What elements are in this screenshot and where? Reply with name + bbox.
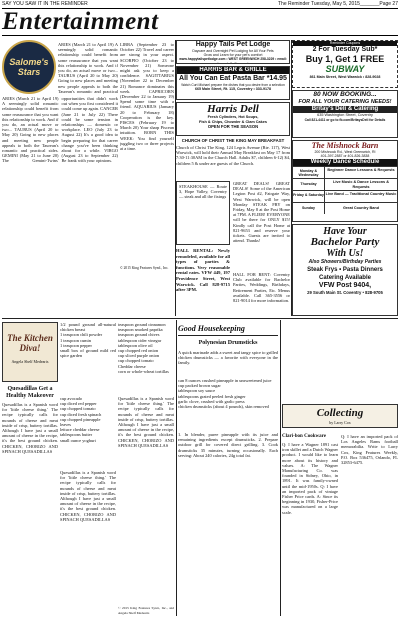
ingredient: 1 teaspoon cumin — [60, 337, 91, 343]
gh-recipe-title: Polynesian Drumsticks — [198, 340, 258, 346]
column-rule — [291, 40, 292, 316]
kitchen-body: Quesadillas is a Spanish word for 'little cheese thing.' The recipe typically calls for mounds of cheese and meat inside of crisp, buttery tortillas. Although I have just a small amount of cheese in the recipe, it's the best ground chicken. CHICKEN, CHORIZO AND SPINACH QUESADILLAS — [2, 402, 58, 454]
ingredient: garlic clove, crushed with garlic press — [178, 398, 245, 404]
kitchen-author: Angela Shelf Medearis — [11, 359, 49, 364]
ingredient: cup chopped red onion — [118, 348, 159, 354]
britays-sub: FOR ALL YOUR CATERING NEEDS! — [298, 99, 392, 105]
salome-column: ARIES (March 21 to April 19) A seemingly solid romantic relationship could benefit from some reassurance that you want this relationship to work. And if you do, an actual move or two... TAURUS (April 20 to May 20) Going to new places and meeting new people appeals to both the Taurean's romantic and practical sides. GEMINI (May 21 to June 20) The Gemini-Twins' opportunities that didn't work out when you first considered it could come up again. CANCER (June 21 to July 22) There could be some tension in relationships — domestic or workplace. LEO (July 23 to August 22) It's a good idea to begin preparing for that career change you've been thinking about for a while. VIRGO (August 23 to September 22) Be frank with your opinions. — [2, 96, 118, 164]
ingredient: 1 teaspoon pepper — [60, 342, 92, 348]
ingredient: can 8 ounces crushed pineapple in unsweetened juice — [178, 378, 272, 383]
ingredient: 1/2 pound ground all-natural chicken breast — [60, 322, 116, 333]
gh-ingredients — [178, 378, 278, 430]
ingredient: teaspoon ground chives — [118, 332, 160, 338]
britays-head: 80 NOW BOOKING... — [313, 91, 377, 98]
britays-address: 635 Washington Street, Coventry — [317, 113, 373, 117]
ingredient: chicken drumsticks (about 4 pounds), skin removed — [178, 404, 269, 410]
column-rule — [176, 320, 177, 616]
running-header — [2, 1, 398, 7]
harris-title: HARRIS BAR & GRILLE — [177, 67, 289, 74]
salome-copyright: © 2015 King Features Synd., Inc. — [120, 266, 169, 270]
happy-tails-line: Daycare and Overnight Pet Lodging for All Your Pets — [192, 49, 274, 53]
bachelor-l8: 29 South Main St. Coventry • 828-9705 — [307, 290, 383, 295]
collecting-author: by Larry Cox — [329, 420, 351, 425]
gh-rule — [178, 335, 278, 336]
coupon-header: Reminder Coupons — [293, 41, 397, 46]
happy-tails-title: Happy Tails Pet Lodge — [195, 41, 271, 48]
mishnock-day: Thursday — [293, 179, 325, 190]
ad-harris-bar — [176, 66, 290, 100]
ingredient: corn or whole-wheat tortillas — [118, 368, 169, 374]
ingredient: tablespoon cider vinegar — [118, 337, 162, 343]
harris-dell-open: OPEN FOR THE SEASON — [207, 124, 259, 130]
kitchen-diva-logo — [2, 322, 58, 382]
ingredient: Cheddar cheese — [118, 363, 146, 369]
header-left: SAY YOU SAW IT IN THE REMINDER — [2, 1, 88, 7]
salome-stars-logo — [2, 40, 56, 94]
britays-phone: Call 821-4411 or go to fb.com/BritaysDeli for Details — [304, 118, 386, 122]
bachelor-l2: Bachelor Party — [310, 236, 380, 248]
mishnock-address: 200 Mishnock Rd., West Greenwich, RI — [314, 150, 376, 154]
harris-dell-line: Fish & Chips, Chowder & Clam Cakes — [199, 119, 267, 124]
steakhouse-box — [176, 181, 230, 245]
happy-tails-line: Grow and Learn for your pet's comfort — [203, 53, 263, 58]
header-right: The Reminder Tuesday, May 5, 2015_______Page 27 — [278, 1, 398, 7]
kitchen-copyright: © 2015 King Features Synd., Inc., and Angela Shelf Medearis — [118, 606, 174, 616]
kitchen-headline: Quesadillas Get a Healthy Makeover — [6, 386, 54, 399]
ingredient: small ounce yoghurt — [60, 437, 96, 443]
church-body: Church of Christ The King, 124 Legris Avenue (Rte. 117), West Warwick, will hold their Annual May Breakfast on May 17 from 7:30-11:30AM in the Church Hall. Adults $7, children 6-12) $4, children 5 & under are guests of the Church. — [176, 145, 290, 166]
section-title-bar — [2, 8, 398, 36]
mishnock-name: The Mishnock Barn — [311, 141, 379, 150]
mishnock-phone: 401-397-2887 or 401-826-3838 — [320, 154, 370, 159]
ingredient: small box of ground mild red spice garden — [60, 348, 116, 359]
ingredient: cup chopped pineapple — [60, 416, 101, 422]
ingredient: cup sliced purple onion — [118, 353, 160, 359]
church-title: CHURCH OF CHRIST THE KING MAY BREAKFAST — [181, 138, 285, 143]
column-rule — [175, 40, 176, 316]
bachelor-l7: VFW Post 9404, — [318, 282, 372, 289]
ingredient: cup packed brown sugar — [178, 383, 221, 389]
ingredient: tablespoons butter — [60, 432, 93, 438]
kitchen-ingredients-2 — [118, 322, 174, 392]
collecting-headline: Clari-bon Cookware — [282, 434, 326, 439]
ingredient: lettuce cheddar cheese — [60, 427, 100, 433]
subway-address: 861 Main Street, West Warwick • 828-9028 — [309, 75, 381, 79]
ad-britays-deli — [292, 90, 398, 138]
happy-tails-contact: www.happytailspetlodge.com • WEST GREENWICH 258-3229 • email: happytails@cox.net — [179, 57, 287, 64]
mishnock-event: Great Country Band — [342, 206, 380, 211]
ingredient: cup chopped tomato — [60, 406, 96, 412]
section-title: Entertainment — [2, 8, 159, 35]
mishnock-schedule-title: Weekly Dance Schedule — [293, 159, 397, 166]
bachelor-l3: With Us! — [326, 248, 364, 259]
mishnock-day: Sunday — [293, 203, 325, 214]
collecting-body: Q: I have a Wagner 1891 cast iron skillet and a Dutch Wagner product. I would like to learn more about its history and values. A: The Wagner Manufacturing Co. was founded in Sidney, Ohio, in 1891. It was family-owned until the mid-1950s. Q: I have an imported pack of vintage Fisher Price cards. A: Since its beginning in 1930, Fisher-Price was manufactured on a large scale. — [282, 442, 338, 515]
hall-for-rent: HALL FOR RENT: Coventry Club available for Bachelor Parties, Weddings, Birthdays, Retirement Parties, Etc. Menus available. Call 365-3556 or 821-9014 for more information. — [233, 272, 290, 304]
bachelor-l1: Have Your — [323, 226, 367, 237]
britays-name: Britay's Deli & Catering — [293, 106, 397, 113]
ad-subway-coupon — [292, 40, 398, 88]
ingredient: cup chopped tomato — [118, 358, 154, 364]
bachelor-l4: Also Showers/Birthday Parties — [308, 259, 382, 265]
collecting-body-2: Q: I have an imported pack of Los Angeles Rams football memorabilia. Write to Larry Cox, King Features Weekly, P.O. Box 536475, Orlando, FL 32853-6475. — [341, 434, 398, 466]
harris-dell-line: Fresh Cylinders, Hot Soups, — [207, 115, 259, 119]
mishnock-row — [293, 190, 397, 202]
steakhouse-text: STEAKHOUSE — Route 3, Hope Valley, Coventry — steak and all the fixings — [179, 184, 227, 200]
ingredient: tablespoon olive oil — [118, 342, 153, 348]
subway-offer-2: Buy 1, Get 1 FREE — [305, 54, 385, 64]
gh-title: Good Housekeeping — [178, 324, 245, 333]
gh-intro: A quick marinade adds a sweet and tangy spice to grilled chicken drumsticks — a favorite with everyone in the family. — [178, 350, 278, 366]
kitchen-ingredients-1 — [60, 322, 116, 392]
salome-aries-text: ARIES (March 21 to April 19) A seemingly solid romantic relationship could benefit from some reassurance that you want this relationship to work. And if you do, an actual move or two... TAURUS (April 20 to May 20) Going to new places and meeting new people appeals to both the Taurean's romantic and practical — [58, 42, 118, 94]
kitchen-directions: Quesadillas is a Spanish word for 'little cheese thing.' The recipe typically calls for mounds of cheese and meat inside of crisp, buttery tortillas. Although I have just a small amount of cheese in the recipe, it's the best ground chicken. CHICKEN, CHORIZO AND SPINACH QUESADILLAS — [60, 470, 116, 522]
gh-directions: 1. In blender, puree pineapple with its juice and remaining ingredients except drumsticks. 2. Prepare outdoor grill for covered direct grilling. 3. Cook drumsticks 35 minutes, turning occasionally. Each serving: About 240 calories, 24g total fat. — [178, 432, 278, 458]
ingredient: tablespoon soy sauce — [178, 388, 216, 394]
mishnock-row — [293, 178, 397, 190]
mishnock-event: Live Music & Dance Lessons & Requests — [333, 180, 389, 189]
ingredient: 1 teaspoon chili powder — [60, 332, 103, 338]
bachelor-l6: Catering Available — [319, 275, 371, 281]
collecting-title: Collecting — [316, 407, 364, 419]
salome-title: Salome's Stars — [9, 57, 49, 77]
ingredient: teaspoon smoked paprika — [118, 327, 163, 333]
ingredient: cup avocado — [60, 396, 83, 401]
harris-address: 665 Main Street, Rt. 115, Coventry • 333-9178 — [195, 87, 271, 91]
great-deals: GREAT DEALS! GREAT DEALS! Some of the American Legion Post #2, Fairgate Way, West Warwick, will be open Monday STEAK FRY on Friday, May 8 at the Post Home at 7PM. A FLIER! EVERYONE will be there for ONLY $15! Kindly call the Post Home at 821-9653 and reserve your tickets. Guests are invited to attend. Thanks! — [233, 181, 290, 244]
ingredient: cup diced red pepper — [60, 401, 97, 407]
ad-mishnock-barn — [292, 140, 398, 222]
mishnock-row — [293, 166, 397, 178]
harris-dell-title: Harris Dell — [207, 103, 259, 115]
ad-harris-dell — [176, 102, 290, 136]
mishnock-day: Friday & Saturday — [293, 191, 325, 202]
mishnock-event: Live Band — Traditional Country Music — [325, 192, 397, 197]
salome-column-2: LIBRA (September 23 to October 22) Travel and career are strong in your aspect. SCORPIO (October 23 to November 21) Someone might ask you to keep a confidence. SAGITTARIUS (November 22 to December 21) Romance dominates this week. CAPRICORN (December 22 to January 19) Spend some time with a friend. AQUARIUS (January 20 to February 18) Cooperation is the key. PISCES (February 19 to March 20) Your sharp Piscean intuition. BORN THIS WEEK: You find yourself juggling two or three projects at a time. — [120, 42, 174, 152]
collecting-logo — [282, 404, 398, 428]
ad-bachelor-party — [292, 224, 398, 316]
mishnock-row — [293, 202, 397, 214]
bachelor-l5: Steak Frys • Pasta Dinners — [307, 267, 383, 273]
kitchen-ingredients-3 — [60, 396, 116, 466]
section-divider — [2, 318, 398, 319]
ingredient: leaves — [60, 422, 71, 428]
hall-rental: HALL RENTAL: Newly remodeled, available for all types of parties & functions. Very reasonable rental rates. VFW 449, 197 Providence Street, West Warwick. Call 828-9715 after 3PM. — [176, 248, 230, 293]
harris-small: Watch Curt Michael prepare the dishes that you desire from a selection — [181, 83, 285, 87]
kitchen-directions-2: Quesadillas is a Spanish word for 'little cheese thing.' The recipe typically calls for mounds of cheese and meat inside of crisp, buttery tortillas. Although I have just a small amount of cheese in the recipe, it's the best ground chicken. CHICKEN, CHORIZO AND SPINACH QUESADILLAS — [118, 396, 174, 448]
mishnock-day: Monday & Wednesday — [293, 167, 325, 178]
ingredient: teaspoon ground cinnamon — [118, 322, 166, 327]
subway-offer-1: 2 For Tuesday Sub* — [312, 46, 378, 53]
ad-happy-tails — [176, 40, 290, 64]
ingredient: tablespoons grated peeled fresh ginger — [178, 393, 246, 399]
ingredient: cup diced fresh spinach — [60, 411, 102, 417]
harris-pasta-bar: All You Can Eat Pasta Bar *14.95 — [179, 75, 287, 82]
mishnock-event: Beginner Dance Lessons & Requests — [327, 168, 395, 173]
column-rule — [280, 320, 281, 616]
kitchen-title: The Kitchen Diva! — [7, 333, 53, 353]
subway-logo: SUBWAY — [325, 64, 365, 74]
